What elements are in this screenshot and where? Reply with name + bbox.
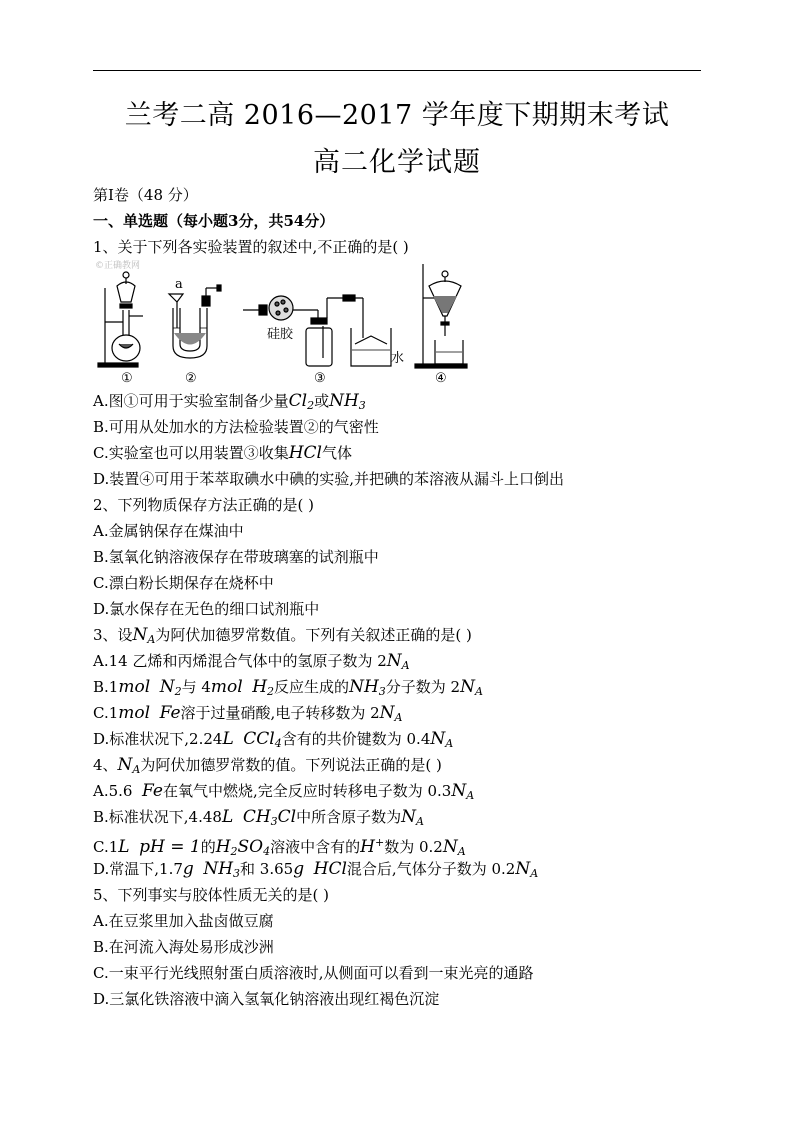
header-rule	[93, 70, 701, 71]
q4-stem: 4、$N_A$为阿伏加德罗常数的值。下列说法正确的是( )	[93, 755, 442, 776]
figure-label-a: a	[175, 277, 183, 292]
apparatus-3	[243, 295, 391, 366]
q4-option-c: C.1L pH = 1的$H_2SO_4$溶液中含有的H+数为 $0.2N_A$	[93, 836, 466, 858]
volume-heading: 第Ⅰ卷（48 分）	[93, 186, 198, 204]
q2-option-a: A.金属钠保存在煤油中	[93, 522, 244, 540]
exam-subtitle: 高二化学试题	[313, 147, 481, 178]
figure-label-2: ②	[185, 371, 197, 386]
q5-stem: 5、下列事实与胶体性质无关的是( )	[93, 886, 330, 904]
silica-gel-label: 硅胶	[267, 327, 294, 342]
q5-option-a: A.在豆浆里加入盐卤做豆腐	[93, 912, 274, 930]
figure-label-4: ④	[435, 371, 447, 386]
q1-option-d: D.装置④可用于苯萃取碘水中碘的实验,并把碘的苯溶液从漏斗上口倒出	[93, 470, 565, 488]
q5-option-d: D.三氯化铁溶液中滴入氢氧化钠溶液出现红褐色沉淀	[93, 990, 440, 1008]
q3-option-a: A.14 乙烯和丙烯混合气体中的氢原子数为 $2N_A$	[93, 651, 410, 672]
figure-label-3: ③	[314, 371, 326, 386]
apparatus-figure	[93, 258, 613, 388]
q2-stem: 2、下列物质保存方法正确的是( )	[93, 496, 315, 514]
apparatus-1	[98, 272, 143, 367]
apparatus-4	[415, 264, 467, 368]
q1-option-b: B.可用从处加水的方法检验装置②的气密性	[93, 418, 379, 436]
part-heading: 一、单选题（每小题3分，共54分）	[93, 212, 335, 230]
q1-option-c: C.实验室也可以用装置③收集HCl气体	[93, 443, 353, 463]
q4-option-a: A.5.6 Fe在氧气中燃烧,完全反应时转移电子数为 $0.3N_A$	[93, 781, 475, 802]
watermark: ©正确教网	[95, 261, 141, 271]
q4-option-b: B.标准状况下,4.48L $CH_3Cl$中所含原子数为$N_A$	[93, 807, 424, 828]
q3-option-c: C.1mol Fe溶于过量硝酸,电子转移数为 $2N_A$	[93, 703, 403, 724]
q2-option-c: C.漂白粉长期保存在烧杯中	[93, 574, 274, 592]
q5-option-b: B.在河流入海处易形成沙洲	[93, 938, 274, 956]
apparatus-2	[169, 285, 221, 358]
q5-option-c: C.一束平行光线照射蛋白质溶液时,从侧面可以看到一束光亮的通路	[93, 964, 534, 982]
q4-option-d: D.常温下,1.7g $NH_3$和 3.65g HCl混合后,气体分子数为 $0.2N_A$	[93, 859, 539, 880]
q3-stem: 3、设$N_A$为阿伏加德罗常数值。下列有关叙述正确的是( )	[93, 625, 472, 646]
q1-option-a: A.图①可用于实验室制备少量$Cl_2$或$NH_3$	[93, 391, 366, 412]
q2-option-b: B.氢氧化钠溶液保存在带玻璃塞的试剂瓶中	[93, 548, 379, 566]
q3-option-b: B.1mol $N_2$与 4mol $H_2$反应生成的$NH_3$分子数为 $2N_A$	[93, 677, 483, 698]
figure-label-1: ①	[121, 371, 133, 386]
water-label: 水	[391, 351, 405, 366]
exam-title: 兰考二高 2016—2017 学年度下期期末考试	[124, 100, 670, 131]
q3-option-d: D.标准状况下,2.24L CCl$_4$含有的共价键数为 $0.4N_A$	[93, 729, 454, 750]
q1-stem: 1、关于下列各实验装置的叙述中,不正确的是( )	[93, 238, 409, 256]
q2-option-d: D.氯水保存在无色的细口试剂瓶中	[93, 600, 320, 618]
